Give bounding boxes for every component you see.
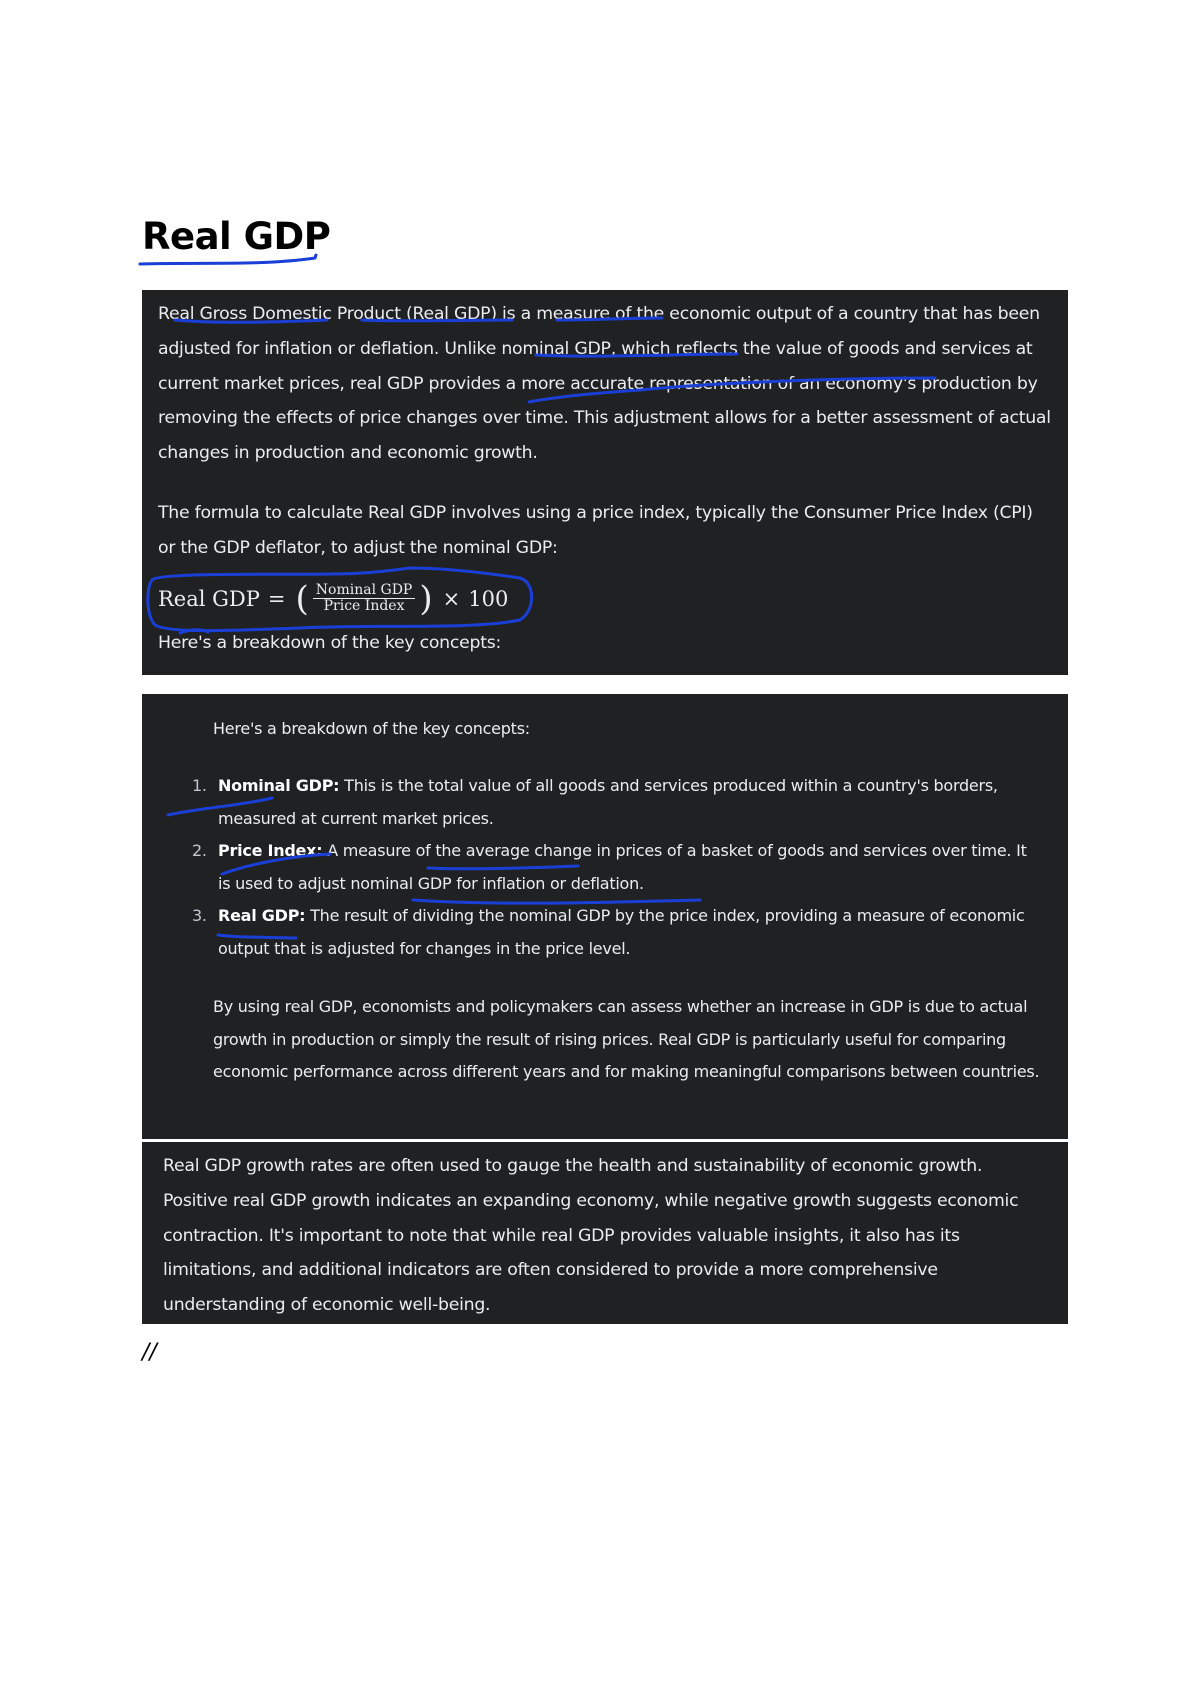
formula-lhs: Real GDP [158, 586, 260, 611]
footer-mark: // [142, 1340, 157, 1365]
list-text: The result of dividing the nominal GDP by the price index, providing a measure of economic output that is adjusted for changes in the price level. [218, 906, 1025, 958]
formula-denominator: Price Index [323, 598, 405, 615]
formula-intro-paragraph: The formula to calculate Real GDP involves using a price index, typically the Consumer Price Index (CPI) or the GDP deflator, to adjust the nominal GDP: [158, 502, 1033, 558]
real-gdp-formula: Real GDP = ( $\frac{\text{Nominal GDP}}{\text{Price Index}}$ ) × 100 [158, 578, 509, 619]
list-term: Nominal GDP: [218, 776, 340, 795]
list-text: A measure of the average change in prices of a basket of goods and services over time. It is used to adjust nominal GDP for inflation or deflation. [218, 841, 1027, 893]
list-item [192, 900, 1032, 965]
key-concepts-intro: Here's a breakdown of the key concepts: [213, 719, 530, 738]
formula-equals: = [267, 586, 286, 611]
list-term: Price Index: [218, 841, 323, 861]
formula-fraction [313, 583, 416, 614]
growth-panel [142, 1142, 1068, 1324]
usage-paragraph: By using real GDP, economists and policymakers can assess whether an increase in GDP is due to actual growth in production or simply the result of rising prices. Real GDP is particularly useful for comparing economic performance across different years and for making meaningful comparisons between countries. [213, 997, 1040, 1082]
formula-multiplier: 100 [468, 586, 509, 611]
list-item [192, 770, 1032, 835]
key-concepts-list [192, 770, 1032, 966]
list-number: 2. [192, 841, 207, 861]
formula-times: × [442, 586, 461, 611]
formula-numerator: Nominal GDP [313, 583, 416, 599]
list-term: Real GDP: [218, 906, 306, 926]
definition-paragraph: Real Gross Domestic Product (Real GDP) is a measure of the economic output of a country that has been adjusted for inflation or deflation. Unlike nominal GDP, which reflects the value of goods and services at current market prices, real GDP provides a more accurate representation of an economy's production by removing the effects of price changes over time. This adjustment allows for a better assessment of actual changes in production and economic growth. [158, 304, 1051, 464]
key-concepts-panel [142, 694, 1068, 1139]
page-title: Real GDP [142, 215, 331, 258]
list-item [192, 835, 1032, 900]
definition-panel [142, 290, 1068, 675]
list-text: This is the total value of all goods and services produced within a country's borders, measured at current market prices. [218, 776, 998, 828]
growth-paragraph: Real GDP growth rates are often used to gauge the health and sustainability of economic growth. Positive real GDP growth indicates an expanding economy, while negative growth suggests economic contraction. It's important to note that while real GDP provides valuable insights, it also has its limitations, and additional indicators are often considered to provide a more comprehensive understanding of economic well-being. [163, 1156, 1019, 1316]
breakdown-heading: Here's a breakdown of the key concepts: [158, 632, 502, 653]
list-number: 3. [192, 906, 207, 926]
list-number: 1. [192, 776, 207, 795]
